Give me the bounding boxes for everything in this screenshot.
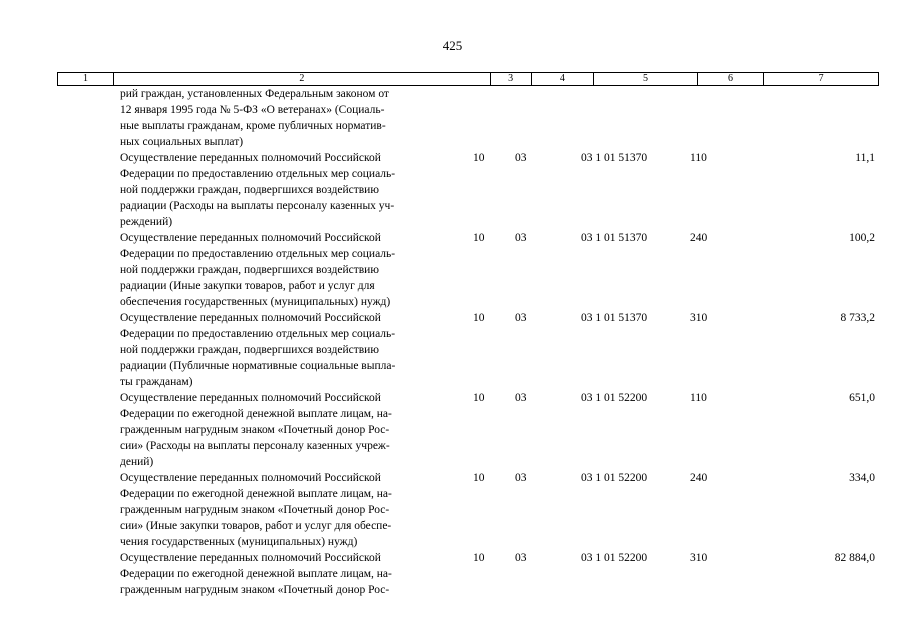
row-expense-type: 240: [690, 232, 708, 244]
row-description: Осуществление переданных полномочий Российской Федерации по ежегодной денежной выплате лицам, на- гражденным нагрудным знаком «Почетный донор Рос- сии» (Иные закупки товаров, работ и услуг для обеспе- чения государственных (муниципальных) нужд): [120, 472, 392, 548]
row-description: рий граждан, установленных Федеральным законом от 12 января 1995 года № 5-ФЗ «О ветеранах» (Социаль- ные выплаты гражданам, кроме публичных норматив- ных социальных выплат): [120, 88, 389, 148]
row-section: 10: [473, 392, 485, 404]
row-section: 10: [473, 552, 485, 564]
header-col-1: 1: [58, 73, 114, 85]
row-expense-type: 110: [690, 152, 707, 164]
row-section: 10: [473, 472, 485, 484]
row-target-code: 03 1 01 52200: [581, 392, 648, 404]
row-section: 10: [473, 232, 485, 244]
row-expense-type: 110: [690, 392, 707, 404]
row-expense-type: 310: [690, 552, 708, 564]
table-row: [57, 230, 879, 310]
row-amount: 8 733,2: [840, 312, 875, 324]
row-subsection: 03: [515, 392, 527, 404]
row-description: Осуществление переданных полномочий Российской Федерации по ежегодной денежной выплате лицам, на- гражденным нагрудным знаком «Почетный донор Рос-: [120, 552, 392, 596]
budget-table: [57, 72, 879, 598]
table-row: [57, 150, 879, 230]
row-target-code: 03 1 01 51370: [581, 312, 648, 324]
header-col-7: 7: [818, 73, 824, 84]
header-col-3: 3: [491, 73, 532, 85]
row-target-code: 03 1 01 52200: [581, 552, 648, 564]
table-row: [57, 550, 879, 598]
table-row: [57, 470, 879, 550]
row-expense-type: 240: [690, 472, 708, 484]
header-col-6: 6: [698, 73, 764, 85]
row-section: 10: [473, 312, 485, 324]
row-description: Осуществление переданных полномочий Российской Федерации по ежегодной денежной выплате лицам, на- гражденным нагрудным знаком «Почетный донор Рос- сии» (Расходы на выплаты персоналу казенных учреж- дений): [120, 392, 392, 468]
row-amount: 651,0: [849, 392, 875, 404]
row-subsection: 03: [515, 472, 527, 484]
row-subsection: 03: [515, 552, 527, 564]
row-description: Осуществление переданных полномочий Российской Федерации по предоставлению отдельных мер социаль- ной поддержки граждан, подвергшихся воздействию радиации (Публичные нормативные социальные выпла- ты гражданам): [120, 312, 396, 388]
row-description: Осуществление переданных полномочий Российской Федерации по предоставлению отдельных мер социаль- ной поддержки граждан, подвергшихся воздействию радиации (Иные закупки товаров, работ и услуг для обеспечения государственных (муниципальных) нужд): [120, 232, 396, 308]
row-amount: 82 884,0: [834, 552, 875, 564]
row-section: 10: [473, 152, 485, 164]
row-amount: 334,0: [849, 472, 875, 484]
row-target-code: 03 1 01 52200: [581, 472, 648, 484]
row-subsection: 03: [515, 312, 527, 324]
header-col-2: 2: [114, 73, 491, 85]
row-target-code: 03 1 01 51370: [581, 232, 648, 244]
row-expense-type: 310: [690, 312, 708, 324]
row-target-code: 03 1 01 51370: [581, 152, 648, 164]
row-subsection: 03: [515, 152, 527, 164]
table-row: [57, 310, 879, 390]
header-col-5: 5: [594, 73, 697, 85]
row-amount: 11,1: [855, 152, 875, 164]
table-row: [57, 390, 879, 470]
row-subsection: 03: [515, 232, 527, 244]
header-col-4: 4: [532, 73, 595, 85]
page-number: 425: [442, 38, 463, 53]
row-amount: 100,2: [849, 232, 875, 244]
table-header: [57, 72, 879, 86]
row-description: Осуществление переданных полномочий Российской Федерации по предоставлению отдельных мер социаль- ной поддержки граждан, подвергшихся воздействию радиации (Расходы на выплаты персоналу казенных уч- реждений): [120, 152, 396, 228]
table-row: [57, 86, 879, 150]
